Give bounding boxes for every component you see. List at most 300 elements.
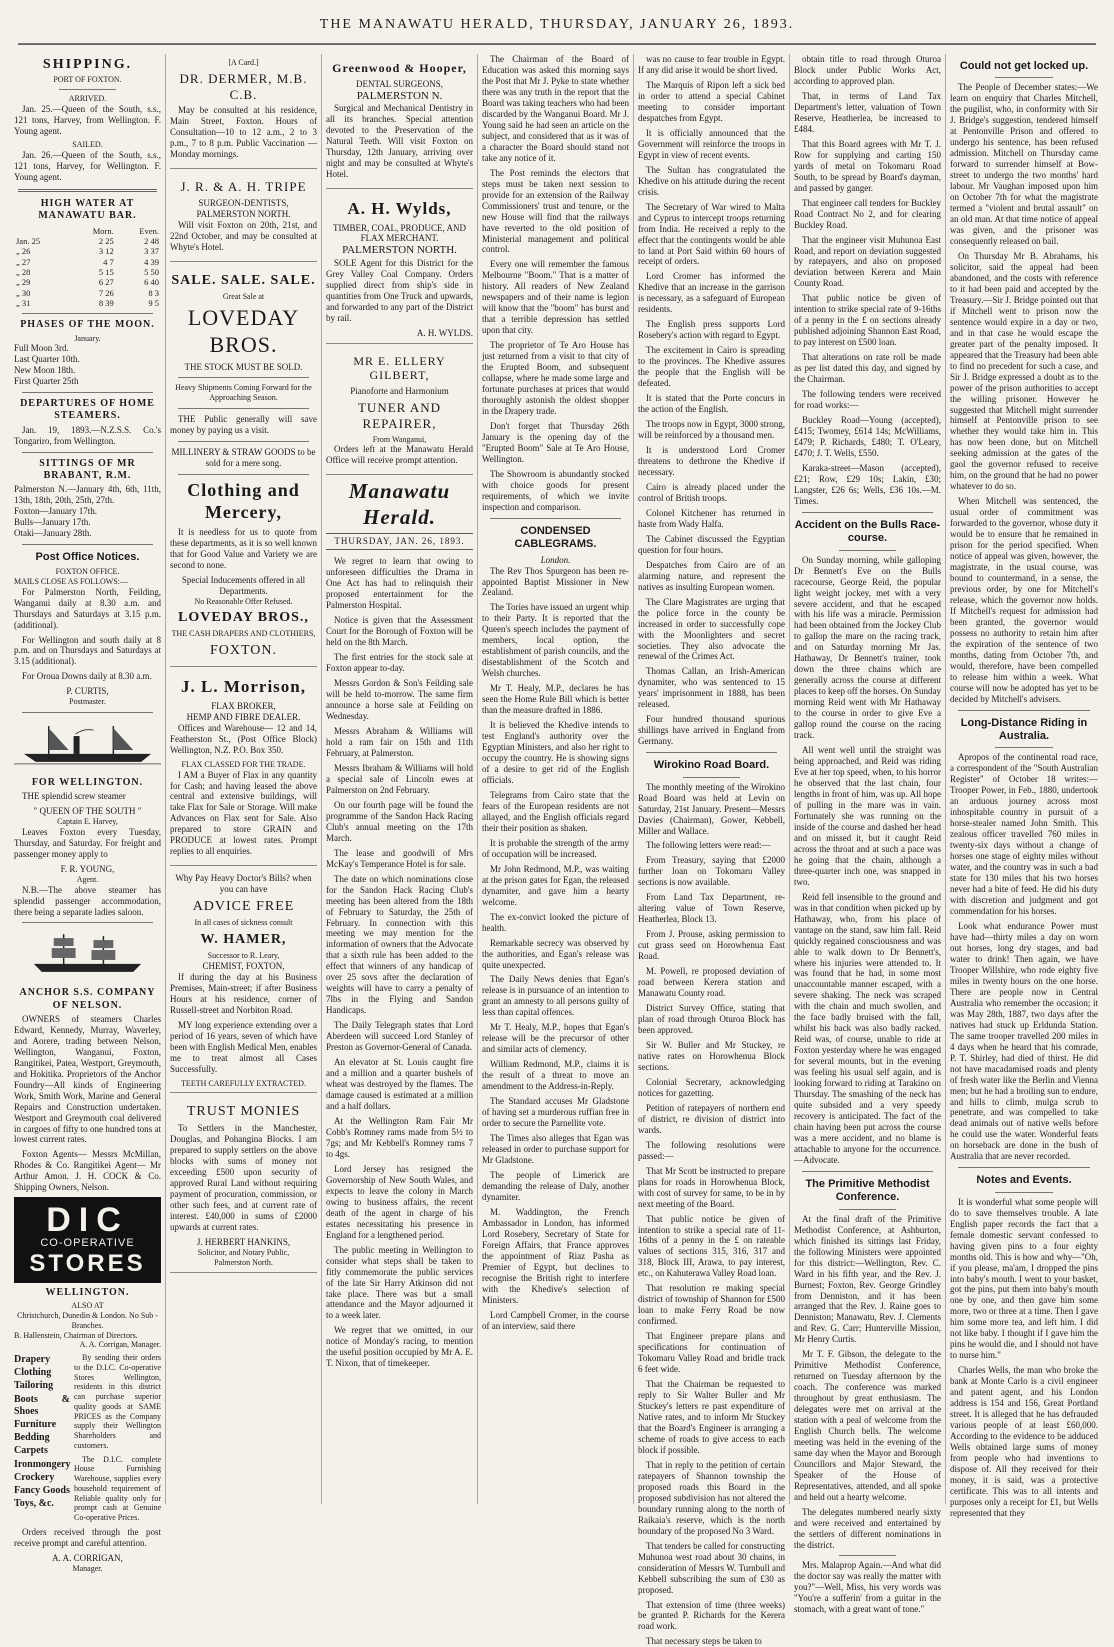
anchor-heading: ANCHOR S.S. COMPANY OF NELSON. (19, 987, 156, 1011)
divider (59, 89, 116, 90)
news-paragraph: Lord Jersey has resigned the Governorship of New South Wales, and expects to leave the colony in March owing to business affairs, the recent death of the agent in charge of his estates necessitating his presence in England for a lengthened period. (326, 1163, 473, 1240)
cablegram-item: The English press supports Lord Rosebery's action with regard to Egypt. (638, 319, 785, 341)
news-paragraph: All went well until the straight was being approached, and Reid was riding Eve at her top speed, when, to his horror he observed that the last chain, four lengths in front of him, was up. All hope of pulling in the mare was in vain. Fortunately she was running on the inside of the course and dashed her head and on missed it, but it caught Reid across the throat and at such a pace was he going that the chain, although a three-quarter inch one, was snapped in two. (794, 745, 941, 887)
divider (839, 1555, 896, 1556)
news-paragraph: The first entries for the stock sale at Foxton appear to-day. (326, 652, 473, 674)
agent-name: F. R. YOUNG, (60, 863, 115, 874)
moon-phase: Full Moon 3rd. (14, 343, 69, 354)
dept-item: Fancy Goods (14, 1484, 70, 1496)
card-label: [A Card.] (228, 58, 259, 67)
mails-text: For Palmerston North, Feilding, Wanganui daily at 8.30 a.m. and Thursdays and Saturdays at 3.15 p.m. (additional). (14, 586, 161, 630)
news-paragraph: Notice is given that the Assessment Court for the Borough of Foxton will be held on the 8th March. (326, 615, 473, 648)
news-paragraph: Messrs Gordon & Son's Feilding sale will be held to-morrow. The same firm announce a horse sale at Feilding on Wednesday. (326, 678, 473, 722)
news-paragraph: District Survey Office, stating that plan of road through Oturoa Block has been approved. (638, 1003, 785, 1035)
table-cell: „ 30 (16, 287, 31, 298)
cablegram-item: Mr T. Healy, M.P., hopes that Egan's release will be the precursor of other and similar acts of clemency. (482, 1022, 629, 1055)
advert-place: PALMERSTON NORTH. (342, 244, 457, 257)
divider (995, 1192, 1053, 1193)
dept-item: Clothing (14, 1367, 52, 1379)
news-paragraph: On Sunday morning, while galloping Dr Bennett's Eve on the Bulls racecourse, George Reid, the popular light weight jockey, met with a very severe accident, and that he escaped with his life was a miracle. Permission had been obtained from the Jockey Club to gallop the mare on the racing track, and on Saturday morning Mr Jas. Hathaway, Dr Bennett's trainer, took down the three chains which are generally across the course at different places to keep off the horses. On Sunday morning Reid went with Mr Hathaway to the course in order to give Eve a gallop round the course on the racing track. (794, 554, 941, 741)
advert-text: No Reasonable Offer Refused. (194, 596, 293, 606)
table-cell: 2 48 (144, 235, 159, 246)
table-row (14, 277, 161, 287)
news-paragraph: That resolution re making special district of township of Shannon for £500 loan to make Ferry Road be now confirmed. (638, 1283, 785, 1327)
dept-item: Crockery (14, 1471, 55, 1483)
mails-text: For Wellington and south daily at 8 p.m. and on Thursdays and Saturdays at 3.15 (additional). (14, 634, 161, 667)
dept-item: Carpets (14, 1445, 48, 1457)
news-paragraph: That tenders be called for constructing Muhunoa west road about 30 chains, in consideration of Messrs W. Turnbull and Kebbell subscribing the sum of £30 as proposed. (638, 1540, 785, 1595)
dic-signature: A. A. CORRIGAN, (52, 1552, 123, 1563)
news-paragraph: Buckley Road—Young (accepted), £415; Twomey, £614 14s; McWilliams, £479; P. Richards, £480; T. O'Leary, £470; J. T. Wells, £550. (794, 415, 941, 458)
news-paragraph: Messrs Abraham & Williams will hold a ram fair on 15th and 11th February, at Palmerston. (326, 726, 473, 758)
cablegram-item: The Times also alleges that Egan was released in order to purchase support for Mr Gladstone. (482, 1133, 629, 1165)
post-office-sub: FOXTON OFFICE. (55, 567, 120, 577)
moon-phase: First Quarter 25th (14, 376, 79, 387)
news-paragraph: Sir W. Buller and Mr Stuckey, re native rates on Horowhenua Block sections. (638, 1039, 785, 1072)
advert-title: TRUST MONIES (186, 1104, 301, 1120)
ship-name: " QUEEN OF THE SOUTH " (33, 806, 142, 817)
advert-title: Clothing and Mercery, (187, 479, 300, 522)
sittings-line: Bulls—January 17th. (14, 516, 91, 527)
advert-text: Why Pay Heavy Doctor's Bills? when you can have (175, 873, 312, 895)
table-header: Even. (139, 225, 159, 236)
cablegram-item: The Marquis of Ripon left a sick bed in order to attend a special Cabinet meeting to consider important despatches from Egypt. (638, 79, 785, 123)
advert-body: Surgical and Mechanical Dentistry in all its branches. Special attention devoted to the Preservation of the Natural Teeth. Will visit Foxton on Thursday, 12th January, arriving over night and may be consulted at Whyte's Hotel. (326, 103, 473, 179)
divider (839, 1209, 896, 1210)
advert-title: Greenwood & Hooper, (332, 61, 467, 75)
sittings-line: Palmerston N.—January 4th, 6th, 11th, 13th, 18th, 20th, 25th, 27th. (14, 483, 161, 505)
advert-body: It is needless for us to quote from these departments, as it is so well known that for Good Value and Variety we are second to none. (170, 526, 317, 570)
anchor-body: OWNERS of steamers Charles Edward, Kennedy, Murray, Waverley, and Aorere, trading between Nelson, Wellington, Wanganui, Foxton, Rangitikei, Patea, Westport, Greymouth, and Hokitika. Proprietors of the Anchor Foundry—All kinds of Engineering Work, Smith Work, Marine and General Repairs and Construction undertaken. Westport and Greymouth coal delivered in cargoes of fifty to one hundred tons at lowest current rates. (14, 1013, 161, 1145)
table-cell: 8 39 (98, 298, 114, 309)
steamship-illustration (14, 722, 161, 766)
anchor-agents: Foxton Agents— Messrs McMillan, Rhodes & Co. Rangitikei Agent— Mr Arthur Amon. J. H. COCK & Co. Shipping Owners, Nelson. (14, 1149, 161, 1193)
columns (10, 54, 1104, 1647)
advert-subtitle: Successor to R. Leary, (207, 951, 280, 961)
news-paragraph: That in reply to the petition of certain ratepayers of Shannon township the proposed roads this Board in the proposed subdivision has not altered the boundary running along to the north of Raikaia's reserve, which is the north boundary of the proposed No 3 Ward. (638, 1459, 785, 1536)
news-paragraph: Charles Wells, the man who broke the bank at Monte Carlo is a civil engineer and patent agent, and his London address is 154 and 156, Great Portland street. It is alleged that he has defrauded various people of at least £60,000. According to the evidence to be adduced Wells obtained large sums of money from people who had inventions to dispose of. All they received for their money, it is said, was a protective certificate. This was to all intents and purposes only a receipt for £1, but Wells represented that they (950, 1365, 1098, 1518)
advert-morrison (170, 670, 317, 866)
cablegrams-place: London. (540, 554, 571, 565)
advert-place: PALMERSTON NORTH. (196, 209, 291, 220)
masthead (0, 0, 1114, 50)
table-row (14, 257, 161, 267)
advert-signature: A. H. WYLDS. (416, 327, 473, 338)
divider (802, 1171, 933, 1172)
table-cell: Jan. 25 (16, 235, 41, 246)
news-paragraph: Messrs Ibraham & Williams will hold a special sale of Lincoln ewes at Palmerston on 2nd February. (326, 762, 473, 795)
news-paragraph: Apropos of the continental road race, a correspondent of the "South Australian Register" of October 18 writes:—Trooper Power, in Feb., 1880, undertook an arduous journey across most inhospitable country in pursuit of a horse-stealer named John Smith. This zealous officer travelled 760 miles in twenty-six days without a change of horses one stage of eighty miles without water, and the country was in such a bad state for 130 miles that his two horses never had a bite of feed. He did his duty with discretion and judgment and got commendation for his horses. (950, 752, 1098, 917)
advert-subtitle: Great Sale at (222, 292, 265, 302)
ship-captain: Captain E. Harvey, (57, 817, 118, 827)
cablegram-item: Remarkable secrecy was observed by the authorities, and Egan's release was quite unexpected. (482, 937, 629, 970)
table-row (14, 246, 161, 256)
dic-logo-sub: CO-OPERATIVE (40, 1237, 135, 1250)
moon-month: January. (74, 333, 101, 343)
advert-text: TEETH CAREFULLY EXTRACTED. (181, 1078, 306, 1088)
dic-branches: Christchurch, Dunedin & London. No Sub - Branches. (17, 1311, 158, 1330)
advert-loveday-sale (170, 265, 317, 667)
dept-item: Drapery (14, 1354, 51, 1366)
table-cell: 4 7 (103, 256, 114, 267)
advert-hamer (170, 869, 317, 1093)
for-wellington-body: Leaves Foxton every Tuesday, Thursday, and Saturday. For freight and passenger money apply to (14, 826, 161, 859)
news-paragraph: Don't forget that Thursday 26th January is the opening day of the "Erupted Boom" Sale at Te Aro House, Wellington. (482, 421, 629, 464)
for-wellington-text: THE splendid screw steamer (22, 791, 126, 802)
advert-subtitle: SURGEON-DENTISTS, (198, 198, 289, 209)
news-paragraph: That public notice be given of intention to strike special rate of 9-16ths of a penny in the £ on sections already published adjoining Shannon East Road, to pay interest on £500 loan. (794, 293, 941, 348)
dept-item: Tailoring (14, 1380, 54, 1392)
table-cell: 8 3 (148, 287, 159, 298)
table-row (14, 298, 161, 308)
news-paragraph: That engineer call tenders for Buckley Road Contract No 2, and for clearing Buckley Road. (794, 197, 941, 230)
advert-tripe (170, 172, 317, 262)
divider (178, 408, 309, 409)
divider (958, 1167, 1090, 1168)
dept-item: Toys, &c. (14, 1498, 54, 1510)
news-paragraph: That alterations on rate roll be made as per list dated this day, and signed by the Chairman. (794, 352, 941, 385)
table-cell: „ 26 (16, 246, 31, 257)
news-paragraph: The Showroom is abundantly stocked with choice goods for present requirements, of which we invite inspection and comparison. (482, 468, 629, 512)
news-paragraph: Mrs. Malaprop Again.—And what did the doctor say was really the matter with you?"—Well, Miss, his very words was "You're a sufferin' from a guitar in the stomach, with a great want of tone." (794, 1559, 941, 1614)
table-row (14, 267, 161, 277)
cablegram-item: The ex-convict looked the picture of health. (482, 911, 629, 933)
advert-text: MILLINERY & STRAW GOODS to be sold for a mere song. (171, 446, 316, 468)
news-paragraph: On Thursday Mr B. Abrahams, his solicitor, said the appeal had been abandoned, and the costs with reference to it had been paid and accepted by the Treasury.—Sir J. Bridge pointed out that if Mitchell went to prison now the sentence would expire in a day or two, and in that case he would escape the greater part of the penalty imposed. It appeared that the Treasury had been able to find no precedent for such a case, and Sir J. Bridge expressed a doubt as to the power of the prison authorities to accept the willing prisoner. However he suggested that Mitchell might surrender himself at Pentonville prison to see whether they would take him in. This has now been done, but on Mitchell seeking admission at the gates of the gaol the governor refused to receive him, on the ground that he had no power whatever to do so. (950, 250, 1098, 492)
advert-title: ADVICE FREE (192, 899, 295, 915)
advert-body: SOLE Agent for this District for the Grey Valley Coal Company. Orders supplied direct from ship's side in quantities from One Truck and upwards, and forwarded to any part of the District by rail. (326, 257, 473, 323)
dic-also: ALSO AT (71, 1301, 104, 1311)
cablegram-item: Thomas Callan, an Irish-American dynamiter, who was sentenced to 15 years' imprisonment in 1888, has been released. (638, 666, 785, 710)
cablegram-item: Lord Cromer has informed the Khedive that an increase in the garrison is necessary, as a safeguard of European residents. (638, 271, 785, 315)
news-paragraph: That the Chairman be requested to reply to Sir Walter Buller and Mr Stuckey's letters re past expenditure of Native rates, and to inform Mr Stuckey that the Board's Engineer is arranging a scheme of roads to give access to each block if possible. (638, 1379, 785, 1455)
news-paragraph: When Mitchell was sentenced, the usual order of commitment was forwarded to the governor, whose duty it would be to ensure that he remained in prison for the period specified. When notice of appeal was given, however, the magistrate, in the usual course, was bound to countermand, in a sense, the previous order, by one for Mitchell's release, which the governor now holds. If Mitchell's request for admission had been granted, the governor would possess no authority to retain him after the expiration of the sentence of two months, dating from October 7th, and would, therefore, have been compelled to release him within a week. What course will now be adopted has yet to be decided by Mitchell's advisers. (950, 496, 1098, 704)
table-header-row (14, 226, 161, 236)
news-paragraph: That extension of time (three weeks) be granted P. Richards for the Kerera road work. (638, 1599, 785, 1632)
column-7 (946, 54, 1102, 1518)
news-paragraph: The following letters were read:— (646, 840, 771, 851)
dept-item: Ironmongery (14, 1458, 71, 1470)
advert-place: FOXTON. (209, 643, 278, 659)
news-paragraph: Every one will remember the famous Melbourne "Boom." That is a matter of history. All readers of New Zealand newspapers and of their name is legion will know that the "boom" has burst and that a terrible depression has settled upon that city. (482, 259, 629, 336)
news-paragraph: That this Board agrees with Mr T. J. Row for supplying and carting 150 yards of metal on Tokomaru Road South, to be spread by Board's dayman, and passed by ganger. (794, 138, 941, 193)
news-paragraph: It is wonderful what some people will do to save themselves trouble. A late English paper records the fact that a female domestic servant confessed to having given pins to a four eighty months old. This is how and why—"Oh, if you please, ma'am, I dropped the pins into baby's mouth. I went to your basket, got the pins, put them into baby's mouth one by one, and then gave him some more, two or three at a time. Then I gave him some more tea, and left him. I did not like baby. I thought if I gave him the pins he would die, and I should not have to nurse him." (950, 1196, 1098, 1361)
advert-signature: J. HERBERT HANKINS, (196, 1237, 291, 1248)
advert-body: I AM a Buyer of Flax in any quantity for Cash; and having leased the above central and extensive buildings, will take Flax for Sale or Storage. Will make Advances on Flax sent for Sale. Also prepared to store GRAIN and PRODUCE at lowest rates. Prompt replies to all enquiries. (170, 769, 317, 857)
table-header: Morn. (92, 225, 114, 236)
cablegram-item: The Cabinet discussed the Egyptian question for four hours. (638, 533, 785, 555)
masthead-title: THE MANAWATU HERALD, THURSDAY, JANUARY 26, 1893. (319, 17, 795, 32)
cablegram-item: Lord Campbell Cromer, in the course of an interview, said there (482, 1309, 629, 1331)
cablegram-item: It is believed the Khedive intends to test England's authority over the Egyptian Ministers, and also her right to occupy the country. He is showing signs of a desire to get rid of the English officials. (482, 720, 629, 785)
cablegram-item: It is probable the strength of the army of occupation will be increased. (482, 837, 629, 859)
news-paragraph: The date on which nominations close for the Sandon Hack Racing Club's meeting has been altered from the 18th of February to Saturday, the 25th of February. In connection with this meeting we may mention for the information of owners that the Advocate that a sixth rule has been added to the effect that winners of any handicap of over 25 sovs after the declaration of weights will have to carry a penalty of 7lbs in the Flying and Sandon Handicaps. (326, 873, 473, 1016)
sailed-heading: SAILED. (72, 140, 103, 150)
news-paragraph: From Land Tax Department, re-altering value of Town Reserve, Heatherlea, Block 13. (638, 892, 785, 925)
departures-text: Jan. 19, 1893.—N.Z.S.S. Co.'s Tongariro, from Wellington. (14, 424, 161, 446)
advert-title: DR. DERMER, M.B. C.B. (179, 70, 308, 102)
news-paragraph: We regret that we omitted, in our notice of Monday's racing, to mention the useful position occupied by Mr A. E. T. Nixon, that of timekeeper. (326, 1325, 473, 1369)
cablegram-item: The people of Limerick are demanding the release of Daly, another dynamiter. (482, 1169, 629, 1202)
news-paragraph: That public notice be given of intention to strike a special rate of 11-16ths of a penny in the £ on rateable values of sections 315, 316, 317 and 318, Block III, Arawa, to pay interest, etc., on Kahuterawa Valley Road loan. (638, 1213, 785, 1279)
cablegram-item: It is officially announced that the Government will reinforce the troops in Egypt in view of recent events. (638, 127, 785, 160)
dic-dept-list (14, 1353, 70, 1527)
news-paragraph: The Chairman of the Board of Education was asked this morning says the Post that Mr J. Pyke to state whether there was any truth in the report that the Board was taking teachers who had been discarded by the Wanganui Board. Mr J. Young said he had seen an article on the subject, and considered that as it was of a character the Board should stand not take any notice of it. (482, 54, 629, 163)
divider (958, 710, 1090, 711)
mails-heading: MAILS CLOSE AS FOLLOWS:— (14, 576, 129, 586)
cablegram-item: William Redmond, M.P., claims it is the result of a threat to move an amendment to the Address-in-Reply. (482, 1059, 629, 1092)
herald-dateline: THURSDAY, JAN. 26, 1893. (326, 533, 473, 550)
table-cell: „ 27 (16, 256, 31, 267)
advert-title: LOVEDAY BROS. (187, 304, 300, 357)
moon-phase: New Moon 18th. (14, 365, 76, 376)
advert-subtitle: Pianoforte and Harmonium (350, 385, 449, 396)
dic-logo (14, 1197, 161, 1283)
dic-body: Orders received through the post receive prompt and careful attention. (14, 1526, 161, 1548)
advert-title: LOVEDAY BROS., (178, 610, 309, 626)
news-paragraph: That necessary steps be taken to (646, 1636, 762, 1647)
divider (178, 441, 309, 442)
cablegram-item: The Standard accuses Mr Gladstone of having set a murderous ruffian free in order to secure the Parnellite vote. (482, 1096, 629, 1129)
advert-title: J. R. & A. H. TRIPE (180, 179, 307, 195)
divider (22, 452, 153, 453)
sailing-ship-illustration (14, 932, 161, 976)
news-paragraph: The lease and goodwill of Mrs McKay's Temperance Hotel is for sale. (326, 847, 473, 869)
divider (22, 544, 153, 545)
advert-body: THE Public generally will save money by paying us a visit. (170, 413, 317, 435)
cablegram-item: The Daily News denies that Egan's release is in pursuance of an intention to grant an amnesty to all persons guilty of less than capital offences. (482, 974, 629, 1018)
sittings-heading: SITTINGS OF MR BRABANT, R.M. (39, 457, 136, 481)
dic-departments (14, 1353, 161, 1527)
news-paragraph: We regret to learn that owing to unforeseen difficulties the Drama in One Act has had to relinquish their proposed entertainment for the Palmerston Hospital. (326, 556, 473, 611)
news-paragraph: The People of December states:—We learn on enquiry that Charles Mitchell, the pugilist, who, in conformity with Sir J. Bridge's suggestion, tendered himself at Pentonville Prison and offered to undergo his sentence, has been refused admission. Mitchell on Thursday came forward to surrender himself at Bow-street to undergo the two months' hard labour. Mr Vaughan imposed upon him on October 7th for what the magistrate termed a "violent and brutal assault" on an old man. At that time notice of appeal was given, and the prisoner was consequently released on bail. (950, 82, 1098, 246)
dic-body: By sending their orders to the D.I.C. Co-operative Stores Wellington, residents in this district can purchase superior quality goods at SAME PRICES as the Company supply their Wellington Shareholders and customers. (74, 1353, 161, 1450)
divider (839, 550, 896, 551)
advert-body: To Settlers in the Manchester, Douglas, and Pohangina Blocks. I am prepared to supply settlers on the above blocks with sums of money not exceeding £500 upon security of approved Rural Land without requiring payment of procuration, commission, or other such fees, and at current rate of interest. £40,000 in sums of £2000 upwards at current rates. (170, 1123, 317, 1233)
news-paragraph: The Post reminds the electors that steps must be taken next session to provide for an extension of the Railway Commissioners' trust and tenure, or the new House will find that the railways have reverted to the old position of Ministerial management and political control. (482, 167, 629, 255)
news-paragraph: That the engineer visit Muhunoa East Road, and report on deviation suggested by ratepayers, and also on proposed deviation between Kerera and Main County Road. (794, 234, 941, 289)
advert-title: SALE. SALE. SALE. (171, 273, 316, 289)
advert-gilbert (326, 347, 473, 476)
masthead-rule (18, 43, 1096, 45)
dic-dept-text (74, 1353, 161, 1527)
sittings-line: Foxton—January 17th. (14, 505, 97, 516)
advert-body: MY long experience extending over a period of 16 years, seven of which have been with English Medical Men, enables me to treat almost all Cases Successfully. (170, 1019, 317, 1074)
advert-subtitle: THE CASH DRAPERS AND CLOTHIERS, (171, 629, 316, 639)
table-row (14, 236, 161, 246)
table-cell: 6 40 (144, 277, 159, 288)
long-distance-heading: Long-Distance Riding in Australia. (960, 716, 1088, 743)
dic-place: WELLINGTON. (45, 1287, 130, 1299)
divider (22, 313, 153, 314)
cablegram-item: The Clare Magistrates are urging that the police force in the county be increased in order to successfully cope with the Moonlighters and secret societies. They also advocate the renewal of the Crimes Act. (638, 596, 785, 662)
divider (178, 377, 309, 378)
table-cell: 3 12 (98, 246, 114, 257)
column-1 (10, 54, 166, 1573)
advert-body: Orders left at the Manawatu Herald Office will receive prompt attention. (326, 444, 473, 466)
cablegram-item: The excitement in Cairo is spreading to the provinces. The Khedive assures the people that the English will be defeated. (638, 345, 785, 389)
news-paragraph: At the final draft of the Primitive Methodist Conference, at Ashburton, which finished its sittings last Friday, the following Ministers were appointed for this district:—Wellington, Rev. C. Ward in his fifth year, and the Rev. J. Burnest; Foxton, Rev. George Grindley from Denniston, and it has been arranged that the Rev. J. Raine goes to Denniston; Manawatu, Rev. J. Clements and Rev. G. Carr; Hunterville Mission, Mr Henry Curtis. (794, 1213, 941, 1345)
table-cell: 3 37 (144, 246, 159, 257)
dic-logo-stores: STORES (29, 1249, 146, 1277)
cablegram-item: M. Waddington, the French Ambassador in London, has informed Lord Rosebery, Secretary of State for Foreign Affairs, that France approves the appointment of Riaz Pasha as Premier of Egypt, but declines to recognise the British right to interfere with the Khedive's selection of Ministers. (482, 1206, 629, 1305)
notes-events-heading: Notes and Events. (976, 1174, 1072, 1187)
table-cell: 9 5 (148, 298, 159, 309)
advert-body: Offices and Warehouse— 12 and 14, Featherston St., (Post Office Block) Wellington, N.Z. P.O. Box 350. (170, 722, 317, 755)
news-paragraph: obtain title to road through Oturoa Block under Public Works Act, according to approved plan. (794, 54, 941, 86)
advert-title: W. HAMER, (200, 932, 287, 948)
column-2 (166, 54, 322, 1504)
cablegram-item: was no cause to fear trouble in Egypt. If any did arise it would be short lived. (638, 54, 785, 75)
advert-dermer (170, 54, 317, 169)
news-paragraph: An elevator at St. Louis caught fire and a million and a quarter bushels of wheat was destroyed by the flames. The damage caused is estimated at a million and a half dollars. (326, 1057, 473, 1112)
advert-trust (170, 1096, 317, 1272)
post-office-heading: Post Office Notices. (35, 550, 140, 563)
departures-heading: DEPARTURES OF HOME STEAMERS. (20, 398, 155, 422)
divider (22, 392, 153, 393)
agent-title: Agent. (76, 874, 99, 884)
table-cell: „ 28 (16, 266, 31, 277)
advert-subtitle: THE STOCK MUST BE SOLD. (184, 361, 303, 372)
cablegrams-heading: CONDENSED CABLEGRAMS. (514, 524, 597, 551)
divider (646, 752, 777, 753)
port-heading: PORT OF FOXTON. (53, 75, 122, 85)
cablegram-item: The Sultan has congratulated the Khedive on his attitude during the recent crisis. (638, 164, 785, 197)
advert-signature-place: Palmerston North. (214, 1257, 273, 1267)
news-paragraph: Karaka-street—Mason (accepted), £21; Row, £29 10s; Lakin, £30; Langster, £26 6s; Wells, £36 10s.—M. Times. (794, 462, 941, 506)
dic-logo-text: DIC (46, 1201, 129, 1240)
dic-manager: A. A. Corrigan, Manager. (79, 1340, 161, 1350)
divider (995, 747, 1053, 748)
column-5 (634, 54, 790, 1647)
cablegram-item: Telegrams from Cairo state that the fears of the European residents are not allayed, and the English officials regard their their position as shaken. (482, 789, 629, 833)
dic-chair: B. Hallenstein, Chairman of Directors. (14, 1330, 138, 1340)
table-cell: 4 39 (144, 256, 159, 267)
for-wellington-heading: FOR WELLINGTON. (31, 777, 144, 789)
news-paragraph: Look what endurance Power must have had—thirty miles a day on worn out horses, long dry stages, and bad water to drink! Then again, we have Trooper Willshire, who rode eighty five miles in twenty hours on the one horse. There are people now in Central Australia who remember the occasion; it was May 28th, 1887, two days after the natives had stuck up Erldunda Station. The same trooper travelled 200 miles in 4 days when he heard that his comrade, P. T. Shirley, had died of thirst. He did not have macadamised roads and plenty of fresh water like the Berlin and Vienna men; but he had a broiling sun to endure, and hills to climb, mulga scrub to penetrate, and was compelled to take dead animals out of native wells before he could use the water. Wonderful feats on horseback are done in the bush of Australia that are never recorded. (950, 921, 1098, 1162)
arrived-heading: ARRIVED. (68, 93, 107, 103)
high-water-table (14, 226, 161, 309)
moon-phase: Last Quarter 10th. (14, 354, 80, 365)
cablegram-item: Four hundred thousand spurious shillings have arrived in England from Germany. (638, 714, 785, 747)
locked-up-heading: Could not get locked up. (959, 60, 1089, 72)
news-paragraph: Reid fell insensible to the ground and was in that condition when picked up by Hathaway, who, from his place of vantage on the stand, saw him fall. Reid quickly regained consciousness and was able to walk down to Dr Bennett's, where his injuries were attended to. It was found that he had, in some most unaccountable manner escaped, with a severe shaking. The neck was scraped with the chain and much swollen, and the face badly bruised with the fall, whilst his back was also badly racked. Reid was, of course, unable to ride at Foxton yesterday where he was engaged for several mounts, but in the evening was feeling his usual self again, and is looking forward to riding at Tarakino on Thursday. The smashing of the neck has quite subsided and a very speedy recovery is anticipated. The fact of the chain having been put across the course was a mere accident, and no blame is attachable to anyone for the occurrence.—Advocate. (794, 891, 941, 1165)
advert-title: TUNER AND REPAIRER, (357, 399, 442, 431)
mails-text: For Oroua Downs daily at 8.30 a.m. (22, 671, 152, 682)
news-paragraph: The proprietor of Te Aro House has just returned from a visit to that city of the Erupted Boom, and subsequent collapse, where he made some large and fortunate purchases at prices that would thoroughly astonish the oldest shopper in the Drapery trade. (482, 340, 629, 417)
divider (802, 512, 933, 513)
advert-place: PALMERSTON N. (356, 89, 443, 102)
cablegram-item: It is stated that the Porte concurs in the action of the English. (638, 393, 785, 415)
dic-body: The D.I.C. complete House Furnishing Warehouse, supplies every household requirement of Reliable quality only for prompt cash at Genuine Co-operative Prices. (74, 1454, 161, 1523)
advert-text: Special Inducements offered in all Departments. (181, 574, 306, 596)
advert-text: Heavy Shipments Coming Forward for the Approaching Season. (175, 383, 312, 403)
divider (490, 518, 621, 519)
for-wellington-nb: N.B.—The above steamer has splendid passenger accommodation, there being a separate ladies saloon. (14, 884, 161, 917)
dic-signature-title: Manager. (72, 1563, 103, 1573)
news-paragraph: The Daily Telegraph states that Lord Aberdeen will succeed Lord Stanley of Preston as Governor-General of Canada. (326, 1020, 473, 1053)
news-paragraph: At the Wellington Ram Fair Mr Cobb's Romney rams made from 5½ to 7gs; and Mr Kebbell's Romney rams 7 to 4gs. (326, 1115, 473, 1159)
cablegram-item: Mr T. Healy, M.P., declares he has seen the Home Rule Bill which is better than the measure drafted in 1886. (482, 683, 629, 716)
cablegram-item: The Tories have issued an urgent whip to their Party. It is reported that the Queen's speech includes the payment of members, local option, the establishment of parish councils, and the disestablishment of the Scotch and Welsh churches. (482, 602, 629, 679)
sailed-text: Jan. 26.—Queen of the South, s.s., 121 tons, Harvey, for Wellington. F. Young agent. (14, 150, 161, 183)
advert-body: Will visit Foxton on 20th, 21st, and 22nd October, and may be consulted at Whyte's Hotel. (170, 220, 317, 253)
table-row (14, 288, 161, 298)
advert-wylds (326, 192, 473, 344)
postmaster-title: Postmaster. (69, 697, 106, 707)
advert-subtitle: FLAX BROKER, (211, 700, 276, 711)
advert-subtitle: From Wanganui, (372, 434, 427, 444)
advert-body: May be consulted at his residence, Main Street, Foxton. Hours of Consultation—10 to 12 a.m., 2 to 3 p.m., 7 to 8 p.m. Public Vaccination — Monday mornings. (170, 105, 317, 160)
news-paragraph: From J. Prouse, asking permission to cut grass seed on Horowhenua East Road. (638, 929, 785, 962)
news-paragraph: From Treasury, saying that £2000 further loan on Tokomaru Valley sections is now available. (638, 855, 785, 888)
high-water-heading: HIGH WATER AT MANAWATU BAR. (38, 198, 137, 222)
advert-subtitle: TIMBER, COAL, PRODUCE, AND FLAX MERCHANT. (332, 222, 466, 244)
table-cell: 5 15 (98, 266, 114, 277)
advert-subtitle: HEMP AND FIBRE DEALER. (186, 711, 301, 722)
advert-text: In all cases of sickness consult (194, 918, 293, 928)
news-paragraph: Colonial Secretary, acknowledging notices for gazetting. (638, 1076, 785, 1098)
dept-item: Boots & Shoes (14, 1393, 70, 1417)
arrived-text: Jan. 25.—Queen of the South, s.s., 121 tons, Harvey, from Wellington. F. Young agent. (14, 103, 161, 136)
accident-heading: Accident on the Bulls Race-course. (794, 518, 941, 545)
table-cell: 5 50 (144, 266, 159, 277)
news-paragraph: M. Powell, re proposed deviation of road between Kerera station and Manawatu County road. (638, 966, 785, 999)
divider (18, 189, 157, 192)
divider (22, 922, 153, 923)
news-paragraph: Mr T. F. Gibson, the delegate to the Primitive Methodist Conference, returned on Tuesday afternoon by the coach. The conference was marked throughout by great enthusiasm. The delegates were met on arrival at the station with a peal of welcome from the English Church bells. The welcome meeting was held in the evening of the same day when the Mayor and Borough Councillors and Major Steward, the Speaker of the House of Representatives, attended, and all spoke and held out a hearty welcome. (794, 1349, 941, 1502)
cablegram-item: It is understood Lord Cromer threatens to dethrone the Khedive if necessary. (638, 445, 785, 477)
advert-text: FLAX CLASSED FOR THE TRADE. (181, 759, 306, 769)
cablegram-item: The Secretary of War wired to Malta and Cyprus to intercept troops returning from India. He received a reply to the effect that the contingents would be able to land at Port Said within 60 hours of receipt of orders. (638, 201, 785, 267)
divider (22, 712, 153, 713)
table-cell: 7 26 (98, 287, 114, 298)
news-paragraph: On our fourth page will be found the programme of the Sandon Hack Racing Club's annual meeting on the 17th March. (326, 799, 473, 843)
cablegram-item: Cairo is already placed under the control of British troops. (638, 481, 785, 503)
divider (995, 77, 1053, 78)
news-paragraph: That Engineer prepare plans and specifications for continuation of Tokomaru Valley Road and bridle track 6 feet wide. (638, 1331, 785, 1375)
news-paragraph: The monthly meeting of the Wirokino Road Board was held at Levin on Saturday, 21st January. Present—Messrs Davies (Chairman), Gower, Kebbell, Miller and Wallace. (638, 781, 785, 836)
advert-title: J. L. Morrison, (180, 677, 307, 697)
cablegram-item: Colonel Kitchener has returned in haste from Wady Halfa. (638, 507, 785, 529)
advert-subtitle: DENTAL SURGEONS, (356, 78, 443, 89)
dept-item: Bedding (14, 1432, 50, 1444)
cablegram-item: The troops now in Egypt, 3000 strong, will be reinforced by a thousand men. (638, 419, 785, 441)
news-paragraph: The public meeting in Wellington to consider what steps shall be taken to fitly commemorate the public services of the late Sir Harry Atkinson did not take place. There was but a small attendance and the Mayor adjourned it to a week later. (326, 1244, 473, 1321)
column-3 (322, 54, 478, 1504)
table-cell: „ 31 (16, 298, 31, 309)
dept-item: Furniture (14, 1419, 57, 1430)
divider (178, 474, 309, 475)
advert-title: MR E. ELLERY GILBERT, (353, 353, 446, 383)
table-cell: „ 29 (16, 277, 31, 288)
wirokino-heading: Wirokino Road Board. (653, 759, 770, 772)
advert-subtitle: CHEMIST, FOXTON, (202, 960, 285, 971)
sittings-line: Otaki—January 28th. (14, 527, 92, 538)
advert-signature-title: Solicitor, and Notary Public, (197, 1248, 290, 1258)
advert-greenwood (326, 54, 473, 189)
table-cell: 6 27 (98, 277, 114, 288)
cablegram-item: Despatches from Cairo are of an alarming nature, and represent the natives as insulting European women. (638, 559, 785, 592)
column-6 (790, 54, 946, 1614)
shipping-heading: SHIPPING. (42, 57, 133, 72)
advert-body: If during the day at his Business Premises, Main-street; if after Business Hours at his residence, corner of Russell-street and Norbiton Road. (170, 971, 317, 1015)
postmaster-name: P. CURTIS, (66, 686, 109, 697)
news-paragraph: That, in terms of Land Tax Department's letter, valuation of Town Reserve, Heatherlea, be increased to £484. (794, 90, 941, 134)
news-paragraph: The following tenders were received for road works:— (794, 389, 941, 411)
methodist-heading: The Primitive Methodist Conference. (805, 1177, 930, 1204)
news-paragraph: The following resolutions were passed:— (638, 1139, 785, 1161)
